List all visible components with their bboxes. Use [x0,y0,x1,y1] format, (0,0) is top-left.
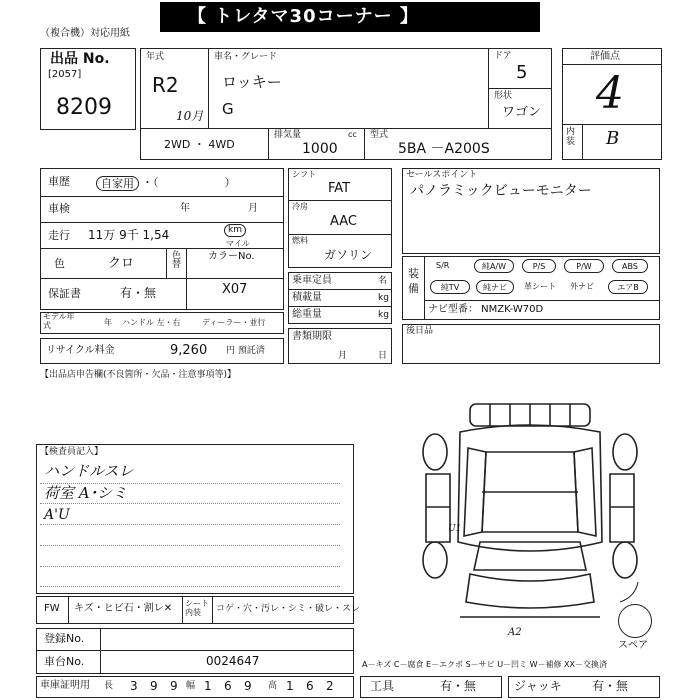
car-grade: G [222,100,234,118]
divider [364,128,365,160]
doors-value: 5 [516,62,528,83]
divider [582,124,583,160]
equip-ext-navi: 外ナビ [570,282,594,291]
model-year-handle: ハンドル 左・右 [122,318,181,327]
lot-label: 出品 No. [50,51,110,67]
capacity-unit: 名 [378,276,388,286]
mileage-value: 11万 9千 1,54 [88,228,170,242]
mileage-unit-km: km [224,224,246,237]
color-change-label: 色替 [172,251,182,271]
after-date-label: 後日品 [406,326,434,336]
cert-len-2: 9 [170,679,178,693]
divider [40,196,284,197]
displacement-value: 1000 [302,141,338,157]
tools-label: 工具 [370,679,395,693]
model-value: 5BA －A200S [398,141,490,157]
cert-hei-0: 1 [286,679,294,693]
drive-options: 2WD ・ 4WD [164,138,235,151]
cert-len-label: 長 [104,681,114,691]
inspection-month: 月 [248,203,258,214]
equip-pw: P/W [564,259,604,273]
warranty-value: 有・無 [120,286,157,300]
equip-navi-model: ナビ型番： NMZK-W70D [428,304,544,315]
tools-value: 有・無 [440,679,477,693]
model-year-year: 年 [104,318,112,327]
shape-value: ワゴン [502,105,542,120]
inspector-label: 【検査員記入】 [40,447,104,457]
score-label: 評価点 [590,51,620,62]
seller-notice: 【出品店申告欄(不良箇所・欠品・注意事項等)】 [40,370,237,380]
divider [288,306,392,307]
divider [562,64,662,65]
header-title: 【 トレタマ30コーナー 】 [188,6,419,27]
lot-number: 8209 [56,95,112,120]
mileage-label: 走行 [48,229,70,242]
interior-label: 内装 [566,127,576,147]
color-label: 色 [54,257,65,270]
divider [288,289,392,290]
equip-abs: ABS [612,259,648,273]
divider [268,128,269,160]
spare-label: スペア [618,640,648,651]
color-code: X07 [222,282,248,297]
docs-label: 書類期限 [292,331,332,342]
inspector-note-2: 荷室 A･シミ [44,484,128,502]
model-label: 型式 [370,130,389,140]
mileage-unit-mile: マイル [226,239,250,248]
equip-leather: 革シート [524,282,556,291]
docs-day: 日 [378,351,388,361]
divider [100,628,101,674]
divider [140,128,552,129]
score-value: 4 [596,68,624,119]
spare-tire-icon [618,604,652,638]
sales-point-value: パノラミックビューモニター [410,183,592,199]
interior-value: B [606,128,620,149]
car-name-label: 車名・グレード [214,52,278,62]
divider [186,248,187,310]
cert-hei-2: 2 [326,679,334,693]
equip-airbag: エアB [608,280,648,294]
sheet-label: シート内装 [185,599,209,617]
chassis-value: 0024647 [206,654,260,668]
model-year-label: モデル年式 [43,312,75,330]
jack-label: ジャッキ [514,679,562,693]
diagram-mark-u: U1 [448,524,462,534]
docs-month: 月 [338,351,348,361]
rule-line [40,524,340,525]
sales-point-label: セールスポイント [406,170,478,180]
divider [288,200,392,201]
recycle-unit: 円 預託済 [226,346,265,356]
fuel-label: 燃料 [292,236,308,245]
inspector-note-1: ハンドルスレ [44,462,134,480]
weight-label: 総重量 [292,309,322,320]
sheet-text: コゲ・穴・汚レ・シミ・破レ・スレ [216,604,361,614]
divider [212,596,213,624]
rule-line [40,566,340,567]
inspection-label: 車検 [48,202,70,215]
aircon-label: 冷房 [292,202,308,211]
inspector-note-3: A'U [44,507,70,523]
diagram-mark-a: A2 [508,627,522,638]
color-code-label: カラーNo. [208,251,255,262]
rule-line [40,545,340,546]
year-month: 10月 [176,109,204,123]
top-note: （複合機）対応用紙 [40,28,130,39]
divider [208,48,209,128]
cert-wid-0: 1 [204,679,212,693]
warranty-label: 保証書 [48,287,81,300]
displacement-unit: cc [348,130,357,139]
equip-navi: 純ナビ [476,280,514,294]
fw-label: FW [44,603,60,614]
fw-text: キズ・ヒビ石・割レ✕ [74,603,173,614]
after-date-box [402,324,660,364]
divider [182,596,183,624]
weight-unit: kg [378,310,389,320]
fuel-value: ガソリン [324,248,373,262]
year-label: 年式 [146,52,165,62]
divider [288,234,392,235]
divider [562,124,662,125]
shift-value: FAT [328,181,351,196]
aircon-value: AAC [330,214,357,229]
history-value: 自家用 [96,176,139,191]
cert-wid-label: 幅 [186,681,196,691]
load-unit: kg [378,293,389,303]
color-value: クロ [108,256,135,271]
cert-wid-2: 9 [244,679,252,693]
divider [166,248,167,278]
year-era: R2 [152,73,179,97]
divider [40,278,284,279]
divider [68,596,69,624]
divider [488,88,552,89]
cert-hei-1: 6 [306,679,314,693]
divider [424,300,660,301]
divider [40,222,284,223]
jack-value: 有・無 [592,679,629,693]
model-year-dealer: ディーラー・並行 [202,318,266,327]
equipment-label: 装備 [408,267,419,296]
divider [36,650,354,651]
cert-len-0: 3 [130,679,138,693]
capacity-label: 乗車定員 [292,275,332,286]
cert-label: 車庫証明用 [40,680,90,691]
equip-sr: S/R [436,261,450,270]
cert-wid-1: 6 [224,679,232,693]
damage-legend: A－キズ C－腐食 E－エクボ S－サビ U－凹ミ W－補修 XX－交換済 [362,660,608,669]
equip-a-w: 純A/W [474,259,514,273]
equip-ps: P/S [522,259,556,273]
recycle-value: 9,260 [170,343,208,358]
displacement-label: 排気量 [274,130,302,140]
lot-sub: [2057] [48,69,82,80]
registration-label: 登録No. [44,632,85,645]
divider [40,248,284,249]
history-rest: ・（ ） [142,176,236,189]
doors-label: ドア [494,51,512,61]
shape-label: 形状 [494,91,513,101]
inspection-year: 年 [180,203,190,214]
load-label: 積載量 [292,292,322,303]
history-label: 車歴 [48,175,70,188]
car-name: ロッキー [222,73,282,91]
divider [424,256,425,320]
equip-tv: 純TV [430,280,470,294]
shift-label: シフト [292,170,316,179]
car-body-diagram [410,392,650,642]
rule-line [40,503,340,504]
rule-line [40,586,340,587]
cert-len-1: 9 [150,679,158,693]
sales-point-box [402,168,660,254]
recycle-label: リサイクル料金 [46,345,115,356]
cert-hei-label: 高 [268,681,278,691]
chassis-label: 車台No. [44,655,85,668]
